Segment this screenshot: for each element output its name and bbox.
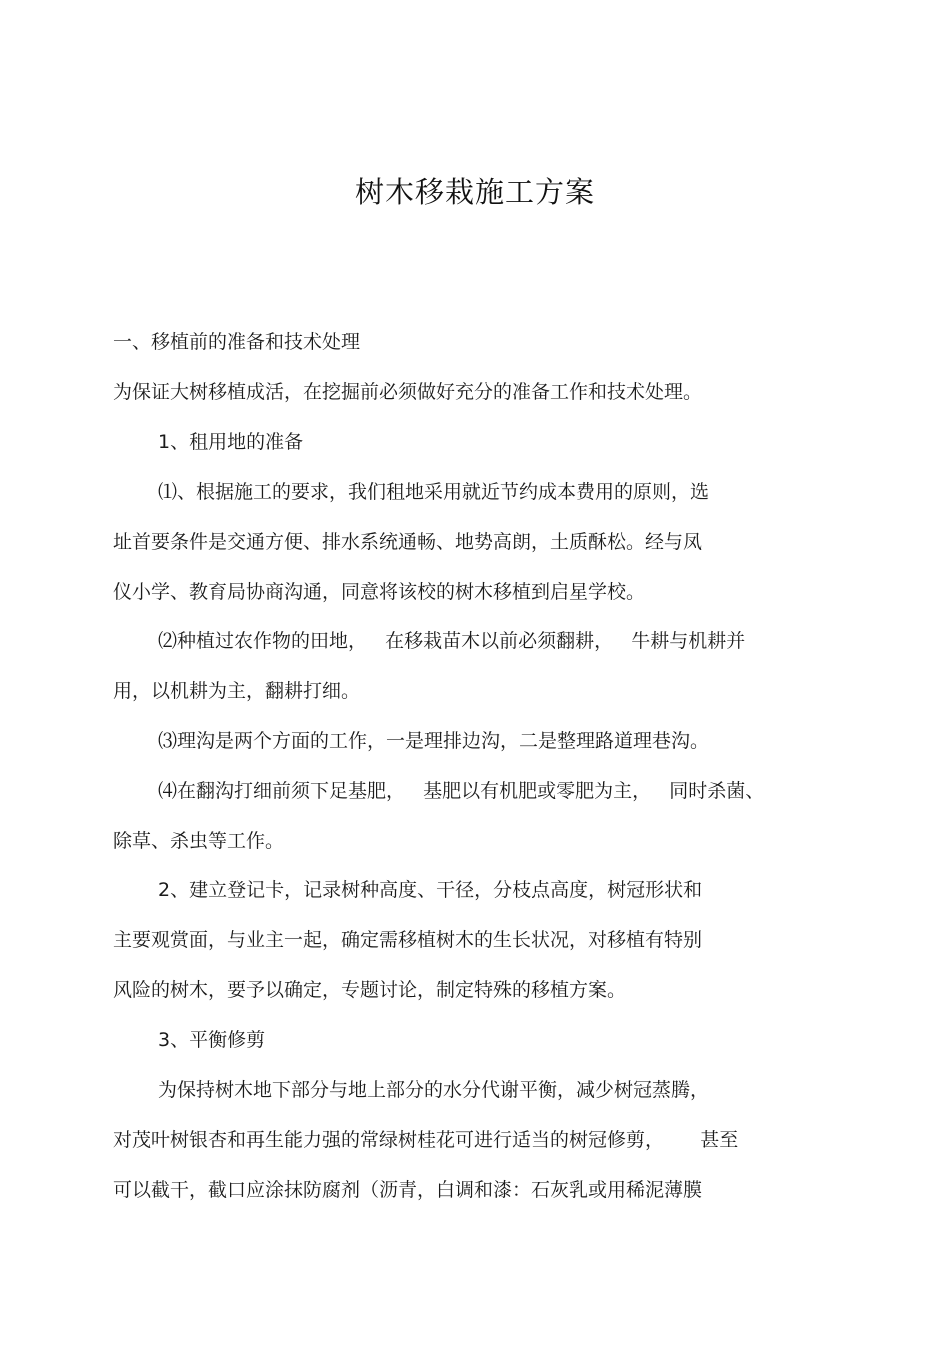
paragraph-line: ⑵种植过农作物的田地， 在移栽苗木以前必须翻耕， 牛耕与机耕并 (158, 630, 746, 652)
paragraph-line: 用，以机耕为主，翻耕打细。 (113, 680, 361, 702)
paragraph-line: ⑶理沟是两个方面的工作，一是理排边沟，二是整理路道理巷沟。 (158, 730, 710, 752)
paragraph-line: 址首要条件是交通方便、排水系统通畅、地势高朗，土质酥松。经与凤 (113, 531, 703, 553)
paragraph-line: ⑴、根据施工的要求，我们租地采用就近节约成本费用的原则，选 (158, 481, 710, 503)
section-heading: 一、移植前的准备和技术处理 (113, 331, 361, 353)
paragraph-line: 为保持树木地下部分与地上部分的水分代谢平衡，减少树冠蒸腾， (158, 1079, 710, 1101)
paragraph-line: 为保证大树移植成活，在挖掘前必须做好充分的准备工作和技术处理。 (113, 381, 703, 403)
subsection-heading: 1、租用地的准备 (158, 431, 304, 453)
paragraph-line: 主要观赏面，与业主一起，确定需移植树木的生长状况，对移植有特别 (113, 929, 703, 951)
paragraph-line: 除草、杀虫等工作。 (113, 830, 285, 852)
paragraph-line: 风险的树木，要予以确定，专题讨论，制定特殊的移植方案。 (113, 979, 627, 1001)
subsection-heading: 3、平衡修剪 (158, 1029, 266, 1051)
document-title: 树木移栽施工方案 (354, 175, 595, 209)
paragraph-line: 2、建立登记卡，记录树种高度、干径，分枝点高度，树冠形状和 (158, 879, 703, 901)
paragraph-line: ⑷在翻沟打细前须下足基肥， 基肥以有机肥或零肥为主， 同时杀菌、 (158, 780, 765, 802)
paragraph-line: 仪小学、教育局协商沟通，同意将该校的树木移植到启星学校。 (113, 581, 646, 603)
paragraph-line: 可以截干，截口应涂抹防腐剂（沥青，白调和漆：石灰乳或用稀泥薄膜 (113, 1179, 703, 1201)
paragraph-line: 对茂叶树银杏和再生能力强的常绿树桂花可进行适当的树冠修剪， 甚至 (113, 1129, 739, 1151)
